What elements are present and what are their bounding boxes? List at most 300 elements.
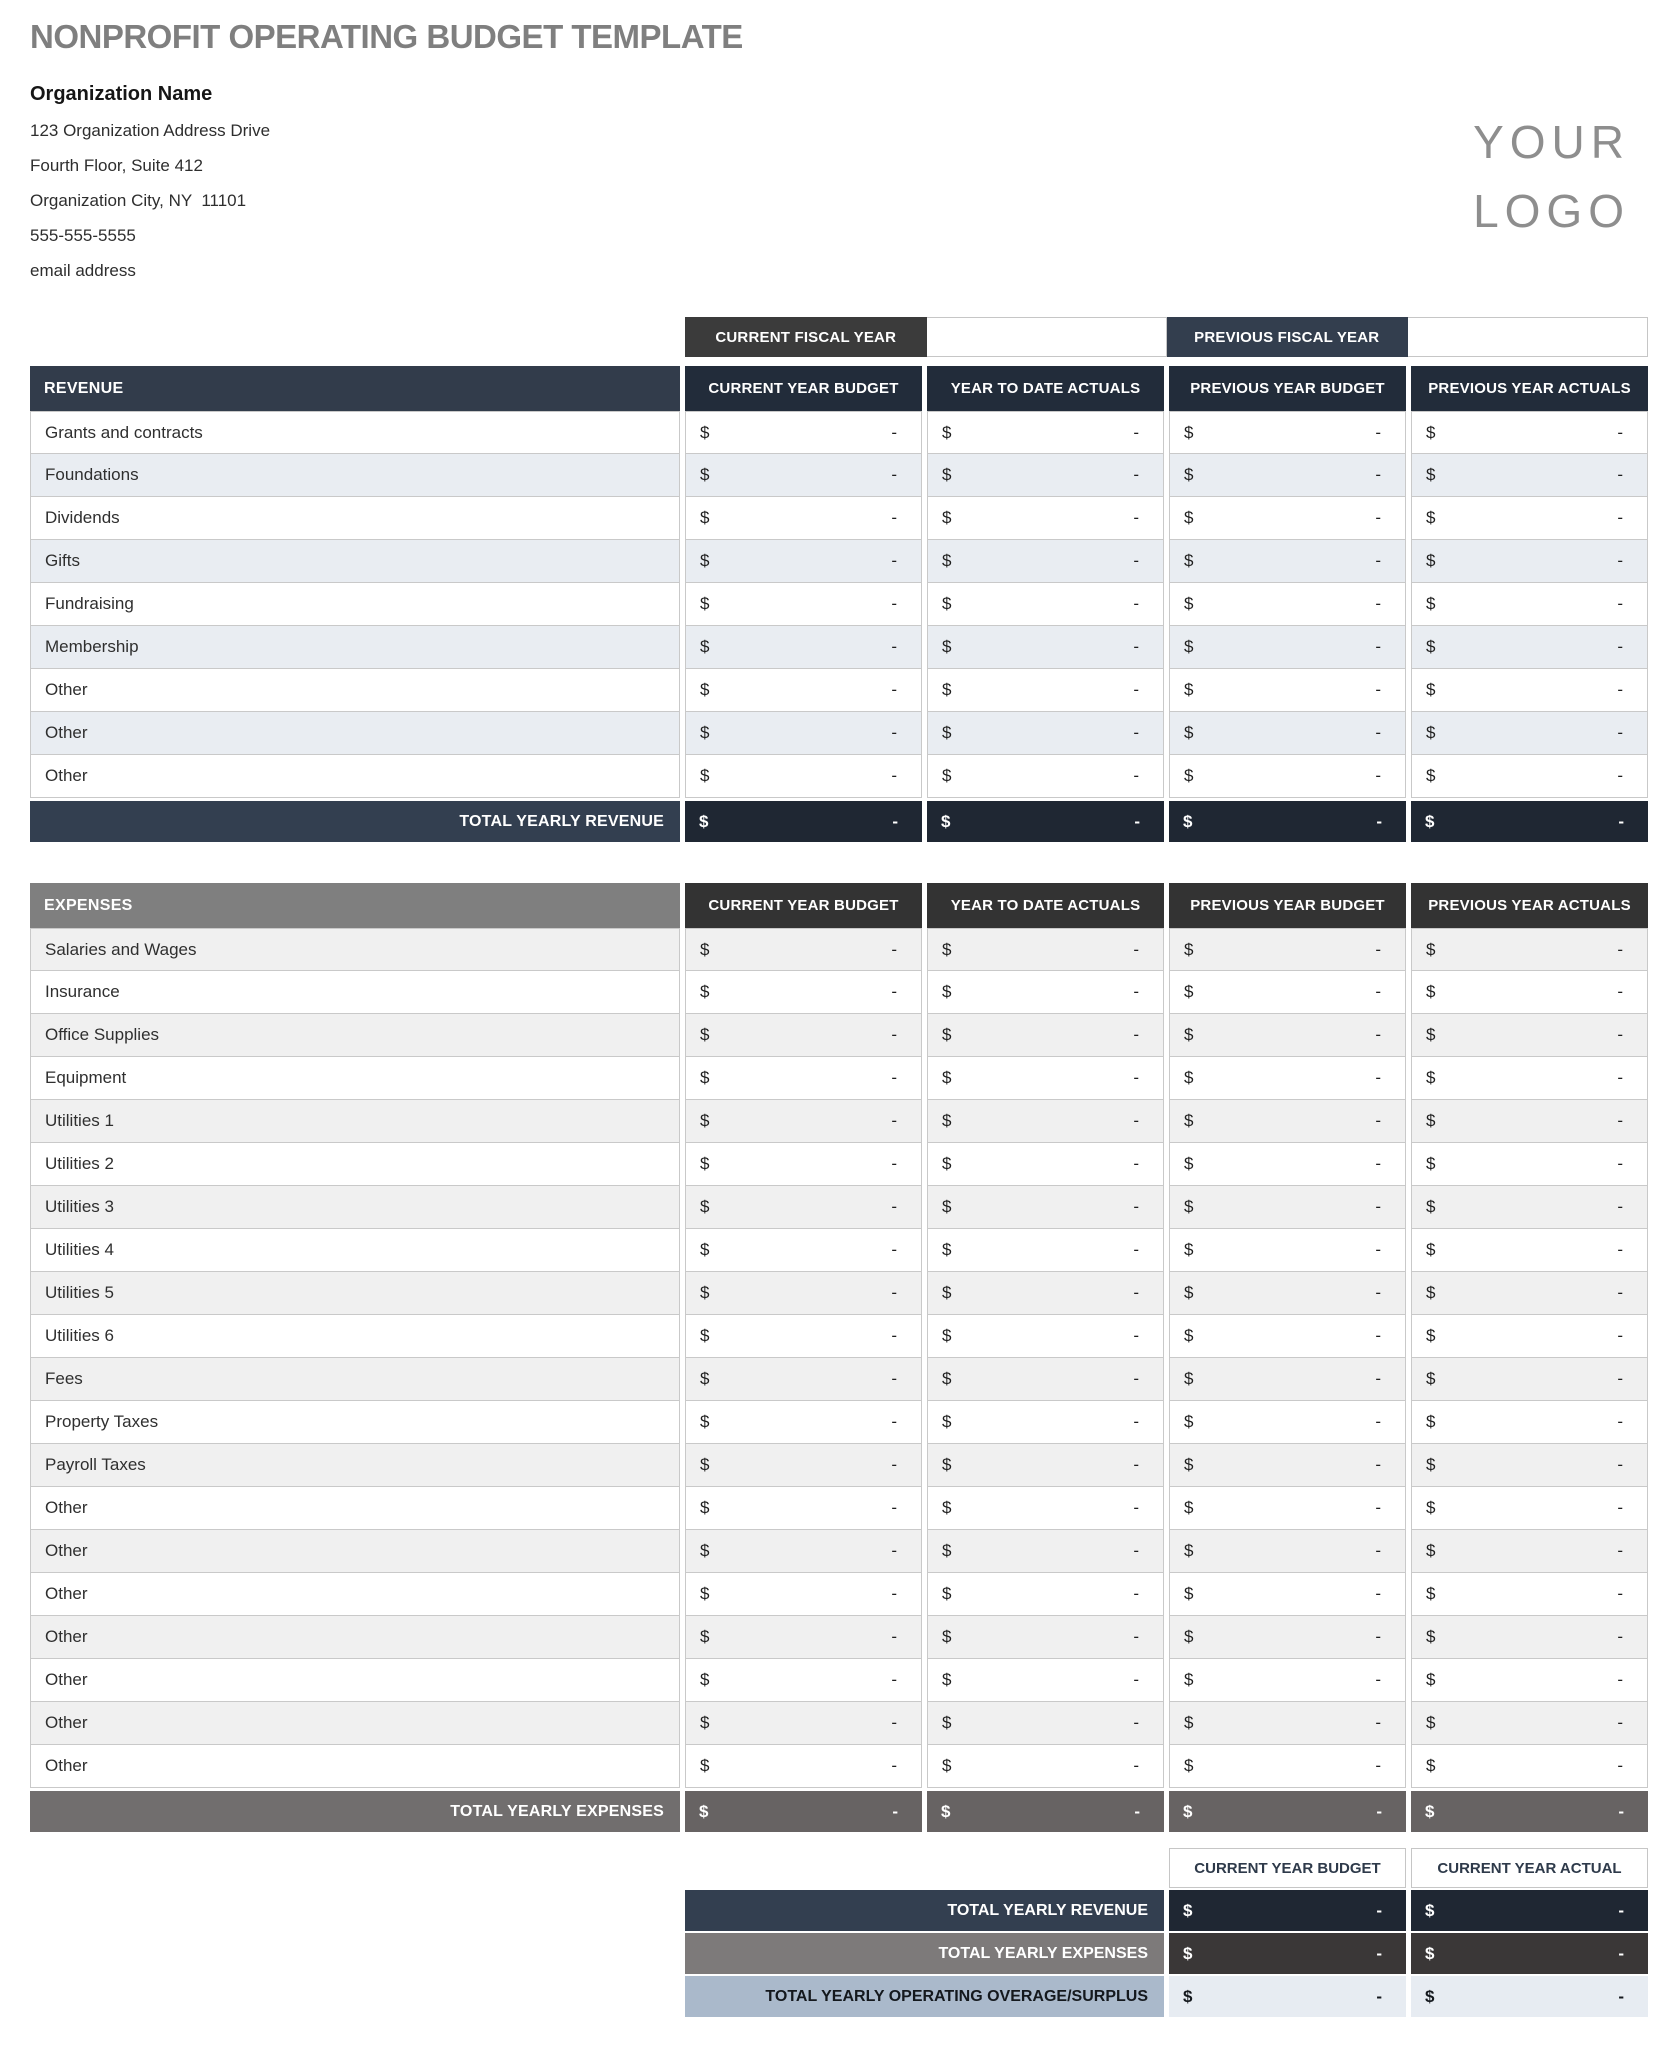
summary-row (685, 1933, 1648, 1974)
currency-symbol: $ (1426, 1670, 1436, 1689)
expenses-value-cell[interactable] (1169, 1401, 1406, 1444)
empty-amount: - (1617, 1283, 1623, 1302)
currency-symbol: $ (1425, 811, 1435, 831)
currency-symbol: $ (1184, 551, 1194, 570)
expenses-row-label: Fees (30, 1358, 680, 1401)
expenses-value-cell[interactable] (685, 1014, 922, 1057)
expenses-value-cell[interactable] (1411, 1272, 1648, 1315)
revenue-row-label: Other (30, 669, 680, 712)
revenue-value-cell[interactable] (1169, 583, 1406, 626)
currency-symbol: $ (941, 811, 951, 831)
currency-symbol: $ (1425, 1801, 1435, 1821)
previous-fiscal-year-input[interactable] (1408, 317, 1649, 357)
revenue-value-cell[interactable] (1411, 583, 1648, 626)
currency-symbol: $ (700, 1369, 710, 1388)
revenue-total-label: TOTAL YEARLY REVENUE (30, 801, 680, 842)
currency-symbol: $ (1425, 1986, 1435, 2006)
expenses-value-cell[interactable] (1169, 1659, 1406, 1702)
empty-amount: - (1375, 1455, 1381, 1474)
empty-amount: - (1376, 1900, 1382, 1920)
expenses-value-cell[interactable] (1169, 1616, 1406, 1659)
expenses-value-cell[interactable] (927, 1573, 1164, 1616)
empty-amount: - (891, 1627, 897, 1646)
empty-amount: - (1617, 1541, 1623, 1560)
expenses-value-cell[interactable] (1411, 1616, 1648, 1659)
currency-symbol: $ (1426, 1326, 1436, 1345)
empty-amount: - (1375, 1111, 1381, 1130)
currency-symbol: $ (700, 982, 710, 1001)
expenses-value-cell[interactable] (927, 1315, 1164, 1358)
currency-symbol: $ (942, 1326, 952, 1345)
expenses-value-cell[interactable] (1169, 1315, 1406, 1358)
currency-symbol: $ (1183, 1986, 1193, 2006)
expenses-row (30, 1014, 1648, 1057)
revenue-value-cell[interactable] (685, 411, 922, 454)
currency-symbol: $ (1184, 594, 1194, 613)
currency-symbol: $ (700, 465, 710, 484)
summary-header-spacer (685, 1848, 1164, 1888)
revenue-value-cell[interactable] (685, 669, 922, 712)
revenue-value-cell[interactable] (1411, 712, 1648, 755)
expenses-value-cell[interactable] (927, 928, 1164, 971)
currency-symbol: $ (1426, 1154, 1436, 1173)
summary-value-cell (1411, 1933, 1648, 1974)
currency-symbol: $ (1426, 465, 1436, 484)
empty-amount: - (1375, 1412, 1381, 1431)
expenses-value-cell[interactable] (685, 1659, 922, 1702)
revenue-value-cell[interactable] (927, 626, 1164, 669)
expenses-value-cell[interactable] (1411, 1487, 1648, 1530)
expenses-value-cell[interactable] (927, 1229, 1164, 1272)
revenue-value-cell[interactable] (927, 669, 1164, 712)
currency-symbol: $ (1184, 939, 1194, 959)
empty-amount: - (1133, 1240, 1139, 1259)
empty-amount: - (1617, 1197, 1623, 1216)
expenses-value-cell[interactable] (1169, 1745, 1406, 1788)
currency-symbol: $ (1183, 811, 1193, 831)
revenue-value-cell[interactable] (685, 497, 922, 540)
currency-symbol: $ (700, 680, 710, 699)
expenses-value-cell[interactable] (1169, 1358, 1406, 1401)
currency-symbol: $ (1184, 1025, 1194, 1044)
revenue-value-cell[interactable] (1169, 540, 1406, 583)
currency-symbol: $ (1426, 680, 1436, 699)
empty-amount: - (1375, 1283, 1381, 1302)
currency-symbol: $ (700, 1498, 710, 1517)
expenses-value-cell[interactable] (1411, 1444, 1648, 1487)
empty-amount: - (1375, 939, 1381, 959)
expenses-value-cell[interactable] (927, 1358, 1164, 1401)
expenses-value-cell[interactable] (1169, 1702, 1406, 1745)
expenses-value-cell[interactable] (685, 1229, 922, 1272)
revenue-value-cell[interactable] (1411, 540, 1648, 583)
expenses-value-cell[interactable] (685, 1315, 922, 1358)
empty-amount: - (1618, 1986, 1624, 2006)
revenue-value-cell[interactable] (1169, 454, 1406, 497)
expenses-value-cell[interactable] (1169, 1272, 1406, 1315)
currency-symbol: $ (700, 723, 710, 742)
expenses-value-cell[interactable] (1411, 1659, 1648, 1702)
expenses-value-cell[interactable] (1411, 1229, 1648, 1272)
expenses-value-cell[interactable] (927, 1186, 1164, 1229)
expenses-value-cell[interactable] (685, 1573, 922, 1616)
expenses-value-cell[interactable] (1169, 1573, 1406, 1616)
currency-symbol: $ (942, 1670, 952, 1689)
revenue-table (30, 366, 1648, 842)
revenue-value-cell[interactable] (927, 454, 1164, 497)
empty-amount: - (1375, 551, 1381, 570)
empty-amount: - (892, 1801, 898, 1821)
empty-amount: - (891, 1584, 897, 1603)
empty-amount: - (1617, 1498, 1623, 1517)
expenses-value-cell[interactable] (685, 928, 922, 971)
expenses-row-label: Other (30, 1702, 680, 1745)
expenses-value-cell[interactable] (1411, 1014, 1648, 1057)
expenses-value-cell[interactable] (927, 1530, 1164, 1573)
revenue-total-row (30, 801, 1648, 842)
empty-amount: - (1617, 766, 1623, 785)
currency-symbol: $ (700, 551, 710, 570)
currency-symbol: $ (1184, 1154, 1194, 1173)
empty-amount: - (1376, 1986, 1382, 2006)
currency-symbol: $ (942, 551, 952, 570)
expenses-row-label: Utilities 5 (30, 1272, 680, 1315)
revenue-value-cell[interactable] (1169, 712, 1406, 755)
currency-symbol: $ (1426, 637, 1436, 656)
revenue-value-cell[interactable] (1169, 669, 1406, 712)
currency-symbol: $ (1183, 1900, 1193, 1920)
empty-amount: - (1133, 982, 1139, 1001)
expenses-row-label: Utilities 3 (30, 1186, 680, 1229)
expenses-value-cell[interactable] (685, 1057, 922, 1100)
currency-symbol: $ (700, 1197, 710, 1216)
expenses-total-value-cell (1169, 1791, 1406, 1832)
expenses-value-cell[interactable] (927, 1659, 1164, 1702)
revenue-value-cell[interactable] (927, 540, 1164, 583)
expenses-value-cell[interactable] (927, 1702, 1164, 1745)
expenses-value-cell[interactable] (685, 1100, 922, 1143)
revenue-value-cell[interactable] (927, 755, 1164, 798)
revenue-value-cell[interactable] (685, 454, 922, 497)
currency-symbol: $ (1184, 1240, 1194, 1259)
empty-amount: - (1375, 1197, 1381, 1216)
empty-amount: - (1375, 594, 1381, 613)
expenses-value-cell[interactable] (685, 1530, 922, 1573)
expenses-value-cell[interactable] (1169, 971, 1406, 1014)
empty-amount: - (1375, 766, 1381, 785)
summary-table (685, 1848, 1648, 2017)
empty-amount: - (1617, 637, 1623, 656)
expenses-row (30, 1745, 1648, 1788)
expenses-total-value-cell (685, 1791, 922, 1832)
revenue-value-cell[interactable] (927, 583, 1164, 626)
currency-symbol: $ (1426, 508, 1436, 527)
currency-symbol: $ (1184, 982, 1194, 1001)
empty-amount: - (1375, 1627, 1381, 1646)
expenses-value-cell[interactable] (685, 971, 922, 1014)
revenue-row (30, 755, 1648, 798)
revenue-value-cell[interactable] (685, 755, 922, 798)
expenses-value-cell[interactable] (1169, 1100, 1406, 1143)
expenses-value-cell[interactable] (685, 1143, 922, 1186)
page-title: NONPROFIT OPERATING BUDGET TEMPLATE (30, 18, 743, 55)
empty-amount: - (1375, 1584, 1381, 1603)
empty-amount: - (891, 1154, 897, 1173)
currency-symbol: $ (1184, 1369, 1194, 1388)
empty-amount: - (1617, 1412, 1623, 1431)
currency-symbol: $ (942, 637, 952, 656)
empty-amount: - (891, 1240, 897, 1259)
currency-symbol: $ (1426, 939, 1436, 959)
currency-symbol: $ (700, 422, 710, 442)
empty-amount: - (891, 1498, 897, 1517)
current-fiscal-year-label: CURRENT FISCAL YEAR (685, 317, 927, 357)
empty-amount: - (892, 811, 898, 831)
currency-symbol: $ (942, 1240, 952, 1259)
empty-amount: - (1133, 1369, 1139, 1388)
currency-symbol: $ (1184, 1627, 1194, 1646)
currency-symbol: $ (942, 1584, 952, 1603)
empty-amount: - (1133, 551, 1139, 570)
summary-row-label: TOTAL YEARLY OPERATING OVERAGE/SURPLUS (685, 1976, 1164, 2017)
revenue-value-cell[interactable] (1169, 626, 1406, 669)
currency-symbol: $ (1426, 1240, 1436, 1259)
currency-symbol: $ (1184, 422, 1194, 442)
expenses-value-cell[interactable] (927, 1487, 1164, 1530)
empty-amount: - (1375, 1713, 1381, 1732)
currency-symbol: $ (942, 1713, 952, 1732)
expenses-value-cell[interactable] (685, 1186, 922, 1229)
expenses-row (30, 1229, 1648, 1272)
expenses-value-cell[interactable] (1411, 928, 1648, 971)
expenses-row (30, 1487, 1648, 1530)
expenses-total-label: TOTAL YEARLY EXPENSES (30, 1791, 680, 1832)
expenses-row (30, 1186, 1648, 1229)
expenses-value-cell[interactable] (1411, 1573, 1648, 1616)
expenses-value-cell[interactable] (1169, 928, 1406, 971)
revenue-total-value-cell (927, 801, 1164, 842)
expenses-row-label: Utilities 1 (30, 1100, 680, 1143)
revenue-row-label: Dividends (30, 497, 680, 540)
empty-amount: - (1375, 1068, 1381, 1087)
empty-amount: - (1375, 1541, 1381, 1560)
expenses-value-cell[interactable] (1411, 1702, 1648, 1745)
revenue-row (30, 411, 1648, 454)
currency-symbol: $ (942, 1283, 952, 1302)
currency-symbol: $ (1426, 1369, 1436, 1388)
expenses-value-cell[interactable] (1411, 971, 1648, 1014)
expenses-value-cell[interactable] (927, 1272, 1164, 1315)
empty-amount: - (1375, 1240, 1381, 1259)
expenses-value-cell[interactable] (685, 1702, 922, 1745)
expenses-value-cell[interactable] (927, 1444, 1164, 1487)
empty-amount: - (1133, 723, 1139, 742)
expenses-row (30, 1272, 1648, 1315)
empty-amount: - (1617, 1154, 1623, 1173)
revenue-value-cell[interactable] (1411, 454, 1648, 497)
org-address-line: 123 Organization Address Drive (30, 121, 271, 140)
empty-amount: - (1375, 465, 1381, 484)
empty-amount: - (1133, 1541, 1139, 1560)
summary-value-cell (1169, 1933, 1406, 1974)
empty-amount: - (1617, 939, 1623, 959)
expenses-value-cell[interactable] (927, 1616, 1164, 1659)
empty-amount: - (891, 594, 897, 613)
expenses-value-cell[interactable] (927, 1057, 1164, 1100)
expenses-value-cell[interactable] (1169, 1143, 1406, 1186)
revenue-value-cell[interactable] (1169, 755, 1406, 798)
revenue-value-cell[interactable] (1411, 669, 1648, 712)
empty-amount: - (1375, 1369, 1381, 1388)
currency-symbol: $ (700, 1670, 710, 1689)
empty-amount: - (1133, 508, 1139, 527)
revenue-value-cell[interactable] (927, 411, 1164, 454)
revenue-row-label: Fundraising (30, 583, 680, 626)
expenses-value-cell[interactable] (1169, 1444, 1406, 1487)
current-fiscal-year-input[interactable] (927, 317, 1168, 357)
expenses-value-cell[interactable] (927, 1100, 1164, 1143)
expenses-value-cell[interactable] (1411, 1143, 1648, 1186)
expenses-value-cell[interactable] (927, 1014, 1164, 1057)
expenses-value-cell[interactable] (927, 1143, 1164, 1186)
expenses-row (30, 1057, 1648, 1100)
expenses-value-cell[interactable] (1411, 1057, 1648, 1100)
empty-amount: - (1618, 1943, 1624, 1963)
revenue-row-label: Other (30, 712, 680, 755)
empty-amount: - (1375, 680, 1381, 699)
logo-line-2: LOGO (1473, 185, 1630, 237)
revenue-value-cell[interactable] (927, 712, 1164, 755)
expenses-value-cell[interactable] (1411, 1401, 1648, 1444)
revenue-value-cell[interactable] (685, 540, 922, 583)
empty-amount: - (891, 1670, 897, 1689)
currency-symbol: $ (1426, 422, 1436, 442)
expenses-value-cell[interactable] (685, 1745, 922, 1788)
revenue-value-cell[interactable] (1169, 497, 1406, 540)
revenue-value-cell[interactable] (1411, 497, 1648, 540)
currency-symbol: $ (1426, 982, 1436, 1001)
summary-value-cell (1411, 1976, 1648, 2017)
expenses-value-cell[interactable] (1411, 1745, 1648, 1788)
revenue-value-cell[interactable] (685, 712, 922, 755)
empty-amount: - (1617, 465, 1623, 484)
revenue-value-cell[interactable] (927, 497, 1164, 540)
revenue-row-label: Foundations (30, 454, 680, 497)
currency-symbol: $ (1426, 594, 1436, 613)
expenses-value-cell[interactable] (1169, 1487, 1406, 1530)
empty-amount: - (1133, 594, 1139, 613)
empty-amount: - (1134, 1801, 1140, 1821)
currency-symbol: $ (700, 766, 710, 785)
expenses-value-cell[interactable] (685, 1616, 922, 1659)
currency-symbol: $ (1184, 723, 1194, 742)
empty-amount: - (1617, 1584, 1623, 1603)
expenses-value-cell[interactable] (1411, 1315, 1648, 1358)
currency-symbol: $ (1184, 637, 1194, 656)
empty-amount: - (1375, 723, 1381, 742)
previous-fiscal-year-label: PREVIOUS FISCAL YEAR (1167, 317, 1408, 357)
currency-symbol: $ (1426, 766, 1436, 785)
expenses-value-cell[interactable] (1411, 1358, 1648, 1401)
currency-symbol: $ (942, 680, 952, 699)
currency-symbol: $ (700, 1326, 710, 1345)
empty-amount: - (1375, 1326, 1381, 1345)
empty-amount: - (891, 1197, 897, 1216)
currency-symbol: $ (1426, 1584, 1436, 1603)
org-address-line: Organization City, NY 11101 (30, 191, 247, 210)
expenses-value-cell[interactable] (927, 1401, 1164, 1444)
summary-value-cell (1411, 1890, 1648, 1931)
expenses-header-row (30, 883, 1648, 928)
expenses-value-cell[interactable] (927, 1745, 1164, 1788)
expenses-row-label: Property Taxes (30, 1401, 680, 1444)
expenses-row-label: Other (30, 1745, 680, 1788)
currency-symbol: $ (699, 1801, 709, 1821)
revenue-value-cell[interactable] (1169, 411, 1406, 454)
currency-symbol: $ (1183, 1801, 1193, 1821)
currency-symbol: $ (1184, 465, 1194, 484)
empty-amount: - (1133, 422, 1139, 442)
expenses-value-cell[interactable] (685, 1272, 922, 1315)
expenses-value-cell[interactable] (927, 971, 1164, 1014)
revenue-value-cell[interactable] (1411, 626, 1648, 669)
revenue-row-label: Gifts (30, 540, 680, 583)
currency-symbol: $ (1184, 1412, 1194, 1431)
currency-symbol: $ (1184, 1283, 1194, 1302)
revenue-value-cell[interactable] (1411, 411, 1648, 454)
currency-symbol: $ (1184, 1455, 1194, 1474)
expenses-row-label: Payroll Taxes (30, 1444, 680, 1487)
revenue-value-cell[interactable] (685, 583, 922, 626)
expenses-value-cell[interactable] (685, 1358, 922, 1401)
expenses-value-cell[interactable] (1411, 1100, 1648, 1143)
currency-symbol: $ (1426, 1498, 1436, 1517)
empty-amount: - (1375, 1756, 1381, 1775)
expenses-value-cell[interactable] (1411, 1530, 1648, 1573)
currency-symbol: $ (942, 1025, 952, 1044)
empty-amount: - (1133, 1627, 1139, 1646)
revenue-row (30, 540, 1648, 583)
expenses-value-cell[interactable] (1169, 1530, 1406, 1573)
expenses-value-cell[interactable] (685, 1487, 922, 1530)
empty-amount: - (1617, 422, 1623, 442)
empty-amount: - (1375, 1670, 1381, 1689)
empty-amount: - (1617, 508, 1623, 527)
expenses-value-cell[interactable] (685, 1444, 922, 1487)
currency-symbol: $ (1184, 508, 1194, 527)
expenses-value-cell[interactable] (1169, 1229, 1406, 1272)
empty-amount: - (1375, 637, 1381, 656)
summary-column-header-0: CURRENT YEAR BUDGET (1169, 1848, 1406, 1888)
expenses-total-row (30, 1791, 1648, 1832)
empty-amount: - (1133, 939, 1139, 959)
currency-symbol: $ (942, 1627, 952, 1646)
revenue-column-header-0: CURRENT YEAR BUDGET (685, 366, 922, 411)
expenses-value-cell[interactable] (685, 1401, 922, 1444)
expenses-value-cell[interactable] (1169, 1014, 1406, 1057)
expenses-value-cell[interactable] (1411, 1186, 1648, 1229)
empty-amount: - (891, 551, 897, 570)
currency-symbol: $ (1184, 1756, 1194, 1775)
revenue-value-cell[interactable] (685, 626, 922, 669)
revenue-value-cell[interactable] (1411, 755, 1648, 798)
empty-amount: - (1617, 1627, 1623, 1646)
expenses-value-cell[interactable] (1169, 1186, 1406, 1229)
summary-value-cell (1169, 1976, 1406, 2017)
currency-symbol: $ (942, 723, 952, 742)
currency-symbol: $ (1426, 1713, 1436, 1732)
expenses-value-cell[interactable] (1169, 1057, 1406, 1100)
